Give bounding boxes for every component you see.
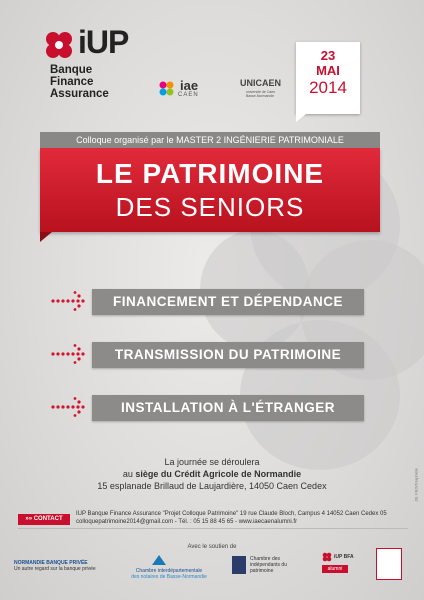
partner-alumni: alumni xyxy=(322,565,348,573)
partner-notaires xyxy=(124,568,214,580)
notaires-logo-icon xyxy=(150,553,168,567)
date-month: MAI xyxy=(316,63,340,78)
date-year: 2014 xyxy=(309,78,347,97)
date-day: 23 xyxy=(320,48,336,63)
partner-normandie xyxy=(14,560,114,572)
iae-logo-icon xyxy=(158,80,176,98)
venue-line-2 xyxy=(0,468,424,480)
unicaen-logo-sub: université de Caen Basse-Normandie xyxy=(246,90,276,98)
partner-emblem-icon xyxy=(376,548,402,580)
iup-clover-icon xyxy=(44,30,74,60)
chambre-logo-icon xyxy=(232,556,246,574)
date-card xyxy=(296,42,360,114)
title-line-2: DES SENIORS xyxy=(115,192,305,222)
colloque-subtitle: Colloque organisé par le MASTER 2 INGÉNIERIE PATRIMONIALE xyxy=(40,132,380,148)
contact-label: CONTACT xyxy=(33,516,63,522)
venue-prefix: au xyxy=(122,469,136,479)
title-banner xyxy=(40,148,380,232)
venue-place: siège du Crédit Agricole de Normandie xyxy=(135,469,302,479)
partner-sub: des notaires de Basse-Normandie xyxy=(131,574,207,580)
topic-transmission: TRANSMISSION DU PATRIMOINE xyxy=(92,342,364,368)
partner-name: NORMANDIE BANQUE PRIVÉE xyxy=(14,560,88,566)
unicaen-logo-text: UNICAEN xyxy=(240,78,282,88)
partner-chambre: Chambre des indépendants du patrimoine xyxy=(250,556,287,574)
iup-clover-small-icon xyxy=(322,552,332,562)
topic-financement: FINANCEMENT ET DÉPENDANCE xyxy=(92,289,364,315)
contact-email-phone[interactable]: colloquepatrimoine2014@gmail.com - Tél. : 05 15 88 45 65 - www.iaecaenalumni.fr xyxy=(76,519,298,525)
partner-iup-bfa: iUP BFA xyxy=(334,554,354,560)
iae-logo-sub: CAEN xyxy=(178,92,199,98)
program-line-3: Assurance xyxy=(50,88,109,100)
program-name xyxy=(50,64,109,100)
dotted-arrow-icon xyxy=(50,397,86,417)
iae-logo-text: iae xyxy=(180,78,199,93)
title-banner-fold xyxy=(40,232,52,242)
partner-name: Chambre interdépartementale xyxy=(135,568,203,574)
contact-address: IUP Banque Finance Assurance "Projet Colloque Patrimoine" 19 rue Claude Bloch, Campus 4 14052 Caen Cedex 05 xyxy=(76,511,387,517)
date-card-fold xyxy=(296,114,306,122)
program-line-1: Banque xyxy=(50,64,93,76)
program-line-2: Finance xyxy=(50,76,94,88)
iup-logo-text: iUP xyxy=(78,24,129,60)
divider xyxy=(18,528,408,529)
topic-installation: INSTALLATION À L'ÉTRANGER xyxy=(92,395,364,421)
support-label: Avec le soutien de xyxy=(187,544,237,550)
dotted-arrow-icon xyxy=(50,344,86,364)
dotted-arrow-icon xyxy=(50,291,86,311)
contact-info xyxy=(76,510,406,526)
title-line-1: LE PATRIMOINE xyxy=(95,158,325,189)
graphic-credit: JB. FEO/Graphiste xyxy=(414,468,419,502)
venue-line-1: La journée se déroulera xyxy=(164,457,260,467)
contact-badge: »» CONTACT xyxy=(18,514,70,525)
venue-address: 15 esplanade Brillaud de Laujardière, 14050 Caen Cedex xyxy=(97,481,327,491)
partner-sub: Un autre regard sur la banque privée xyxy=(14,566,96,572)
